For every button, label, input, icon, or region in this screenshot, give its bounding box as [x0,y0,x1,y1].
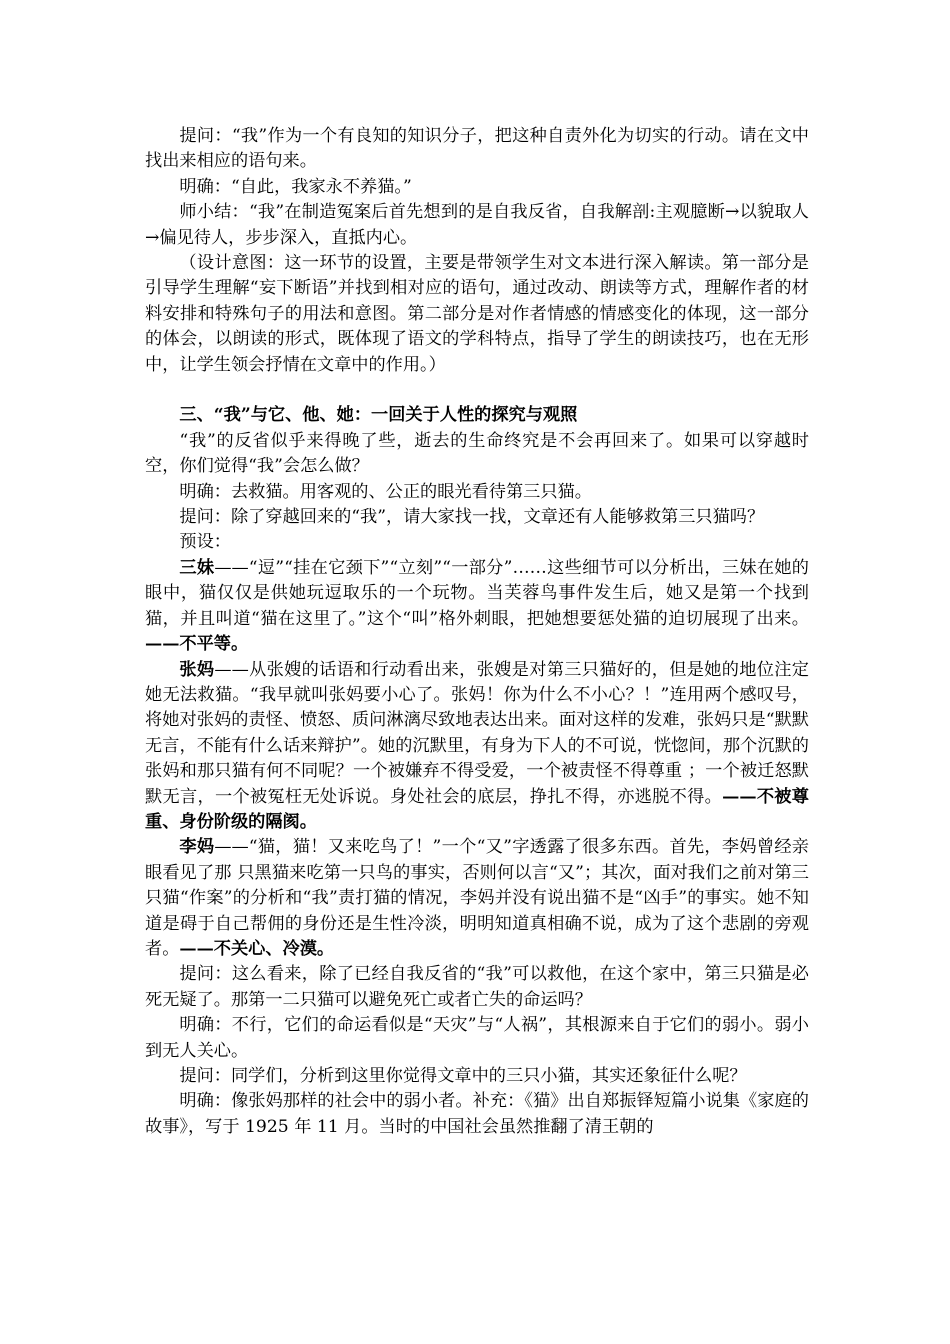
paragraph: 明确：去救猫。用客观的、公正的眼光看待第三只猫。 [179,481,592,502]
analysis-text: ——“猫，猫！又来吃鸟了！”一个“又”字透露了很多东西。首先，李妈曾经亲眼看见了那 只黑猫来吃第一只鸟的事实，否则何以言“又”；其次，面对我们之前对第三只猫“作案”的分析和“我”责打猫的情况，李妈并没有说出猫不是“凶手”的事实。她不知道是碍于自己帮佣的身份还是生性冷淡，明明知道真相确不说，成为了这个悲剧的旁观者。 [145,837,809,959]
analysis-conclusion: ——不被尊重、身份阶级的隔阂。 [145,786,809,832]
paragraph: 提问：除了穿越回来的“我”，请大家找一找，文章还有人能够救第三只猫吗？ [179,507,765,528]
character-analysis-sanmei [145,556,809,658]
analysis-conclusion: ——不关心、冷漠。 [179,938,335,959]
paragraph: 明确：像张妈那样的社会中的弱小者。补充：《猫》出自郑振铎短篇小说集《家庭的故事》，写于 1925 年 11 月。当时的中国社会虽然推翻了清王朝的 [145,1091,809,1137]
character-name: 三妹 [179,557,215,578]
analysis-text: ——从张嫂的话语和行动看出来，张嫂是对第三只猫好的，但是她的地位注定她无法救猫。“我早就叫张妈要小心了。张妈！你为什么不小心？！”连用两个感叹号，将她对张妈的责怪、愤怒、质问淋漓尽致地表达出来。面对这样的发难，张妈只是“默默无言，不能有什么话来辩护”。她的沉默里，有身为下人的不可说，恍惚间，那个沉默的张妈和那只猫有何不同呢？一个被嫌弃不得受爱，一个被责怪不得尊重 ；一个被迁怒默默无言，一个被冤枉无处诉说。身处社会的底层，挣扎不得，亦逃脱不得。 [145,659,809,807]
paragraph: 提问：这么看来，除了已经自我反省的“我”可以救他，在这个家中，第三只猫是必死无疑了。那第一二只猫可以避免死亡或者亡失的命运吗？ [145,964,809,1010]
paragraph: 预设： [179,532,231,553]
character-analysis-zhangma [145,658,809,836]
design-intent-paragraph: （设计意图：这一环节的设置，主要是带领学生对文本进行深入解读。第一部分是引导学生理解“妄下断语”并找到相对应的语句，通过改动、朗读等方式，理解作者的材料安排和特殊句子的用法和意图。第二部分是对作者情感的情感变化的体现，这一部分的体会，以朗读的形式，既体现了语文的学科特点，指导了学生的朗读技巧，也在无形中，让学生领会抒情在文章中的作用。） [145,253,809,375]
analysis-text: ——“逗”“挂在它颈下”“立刻”“一部分”……这些细节可以分析出，三妹在她的眼中，猫仅仅是供她玩逗取乐的一个玩物。当芙蓉鸟事件发生后，她又是第一个找到猫，并且叫道“猫在这里了。”这个“叫”格外刺眼，把她想要惩处猫的迫切展现了出来。 [145,557,809,629]
character-name: 张妈 [179,659,215,680]
section-heading: 三、“我”与它、他、她：一回关于人性的探究与观照 [179,405,578,426]
character-name: 李妈 [179,837,215,858]
paragraph: 明确：“自此，我家永不养猫。” [179,176,412,197]
character-analysis-lima [145,835,809,962]
analysis-conclusion: ——不平等。 [145,634,249,655]
paragraph: 师小结：“我”在制造冤案后首先想到的是自我反省，自我解剖:主观臆断→以貌取人→偏见待人，步步深入，直抵内心。 [145,202,809,248]
paragraph: 提问：“我”作为一个有良知的知识分子，把这种自责外化为切实的行动。请在文中找出来相应的语句来。 [145,126,809,172]
paragraph: 明确：不行，它们的命运看似是“天灾”与“人祸”，其根源来自于它们的弱小。弱小到无人关心。 [145,1015,809,1061]
paragraph: 提问：同学们，分析到这里你觉得文章中的三只小猫，其实还象征什么呢？ [179,1066,747,1087]
blank-line [145,378,809,403]
paragraph: “我”的反省似乎来得晚了些，逝去的生命终究是不会再回来了。如果可以穿越时空，你们觉得“我”会怎么做？ [145,430,809,477]
document-body [145,124,809,1140]
